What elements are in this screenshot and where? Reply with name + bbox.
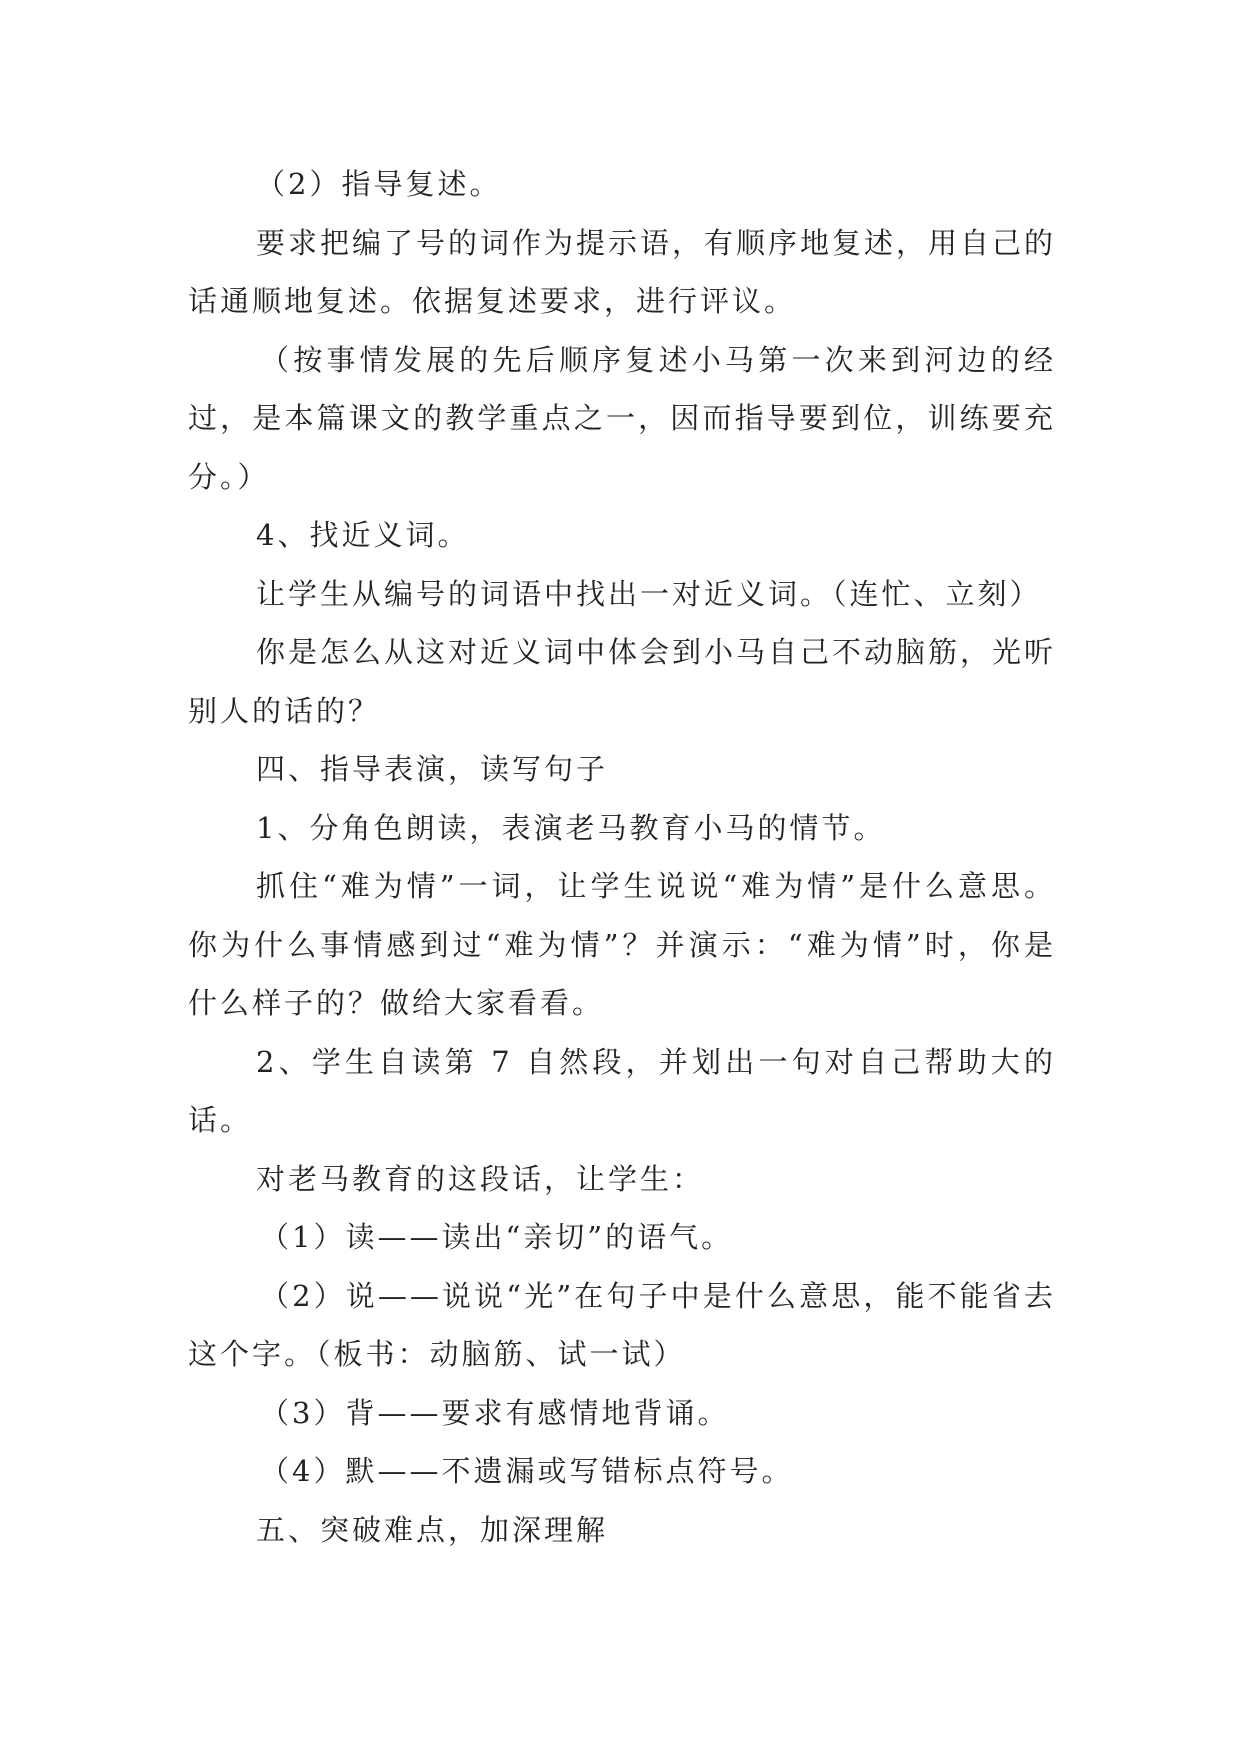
paragraph-section-four-heading: 四、指导表演，读写句子 xyxy=(256,752,609,786)
paragraph-retell-requirements: 要求把编了号的词作为提示语，有顺序地复述，用自己的话通顺地复述。依据复述要求，进行评议。 xyxy=(188,225,1057,318)
paragraph-synonym-task: 让学生从编号的词语中找出一对近义词。（连忙、立刻） xyxy=(256,576,1042,611)
paragraph-read-step: （1）读——读出“亲切”的语气。 xyxy=(260,1220,734,1254)
paragraph-synonym-question: 你是怎么从这对近义词中体会到小马自己不动脑筋，光听别人的话的？ xyxy=(188,635,1057,728)
paragraph-embarrassed-discussion: 抓住“难为情”一词，让学生说说“难为情”是什么意思。你为什么事情感到过“难为情”？并演示：“难为情”时，你是什么样子的？做给大家看看。 xyxy=(188,869,1056,1020)
document-body xyxy=(188,155,1056,1559)
paragraph-teaching-focus-note: （按事情发展的先后顺序复述小马第一次来到河边的经过，是本篇课文的教学重点之一，因而指导要到位，训练要充分。） xyxy=(188,342,1056,494)
paragraph-self-reading: 2、学生自读第 7 自然段，并划出一句对自己帮助大的话。 xyxy=(188,1044,1056,1137)
paragraph-recite-step: （3）背——要求有感情地背诵。 xyxy=(260,1395,730,1430)
paragraph-section-five-heading: 五、突破难点，加深理解 xyxy=(256,1512,609,1547)
paragraph-guide-retell-heading: （2）指导复述。 xyxy=(256,167,502,201)
paragraph-role-reading: 1、分角色朗读，表演老马教育小马的情节。 xyxy=(256,810,886,845)
paragraph-dictation-step: （4）默——不遗漏或写错标点符号。 xyxy=(260,1454,794,1488)
paragraph-synonym-heading: 4、找近义词。 xyxy=(256,518,470,552)
paragraph-old-horse-speech: 对老马教育的这段话，让学生： xyxy=(256,1161,705,1196)
paragraph-speak-step: （2）说——说说“光”在句子中是什么意思，能不能省去这个字。（板书：动脑筋、试一试） xyxy=(188,1278,1056,1371)
